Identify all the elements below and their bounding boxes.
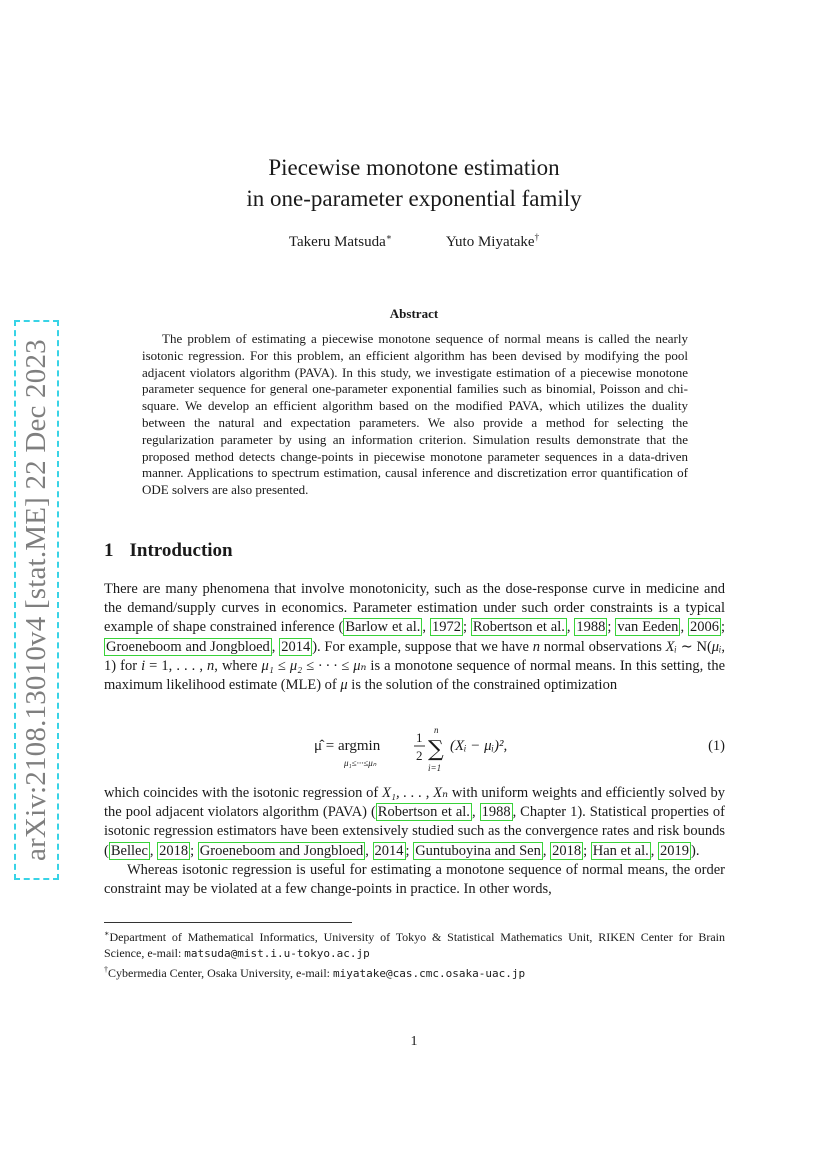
text-run: = 1, . . . , [145,657,208,674]
author-1-footnote-mark[interactable]: ∗ [385,232,392,242]
citation-year-link[interactable]: 2014 [374,842,404,859]
section-title: Introduction [129,540,233,561]
equation-sum-upper-limit: n [434,725,439,735]
paper-title-line-2: in one-parameter exponential family [246,186,582,211]
citation-link[interactable]: Groeneboom and Jongbloed [106,638,270,655]
page-number: 1 [410,1034,418,1049]
citation-link[interactable]: van Eeden [617,619,679,636]
citation-link[interactable]: Groeneboom and Jongbloed [199,842,364,859]
math-inline: X₁, . . . , Xₙ [382,785,448,801]
equation-sum-lower-limit: i=1 [428,763,442,773]
citation-year-link[interactable]: 1988 [576,619,606,636]
equation-lhs: μ̂ = argmin [314,738,381,754]
section-number: 1 [104,540,114,561]
abstract-text: The problem of estimating a piecewise monotone sequence of normal means is called the nearly isotonic regression. For this problem, an efficient algorithm has been devised by modifying the pool adjacent violators algorithm (PAVA). In this study, we investigate estimation of a piecewise monotone parameter sequence for general one-parameter exponential families such as binomial, Poisson and chi-square. We develop an efficient algorithm based on the modified PAVA, which utilizes the duality between the natural and expectation parameters. We also provide a method for selecting the regularization parameter by using an information criterion. Simulation results demonstrate that the proposed method detects change-points in piecewise monotone parameter sequences in a data-driven manner. Applications to spectrum estimation, causal inference and discretization error quantification of ODE solvers are also presented. [142,331,688,498]
math-inline: μᵢ [711,638,722,655]
math-inline: i [141,657,146,674]
text-run: ; [583,842,591,859]
footnotes [104,926,725,981]
author-1-name: Takeru Matsuda [288,234,386,250]
equation-number: (1) [708,738,725,754]
citation-year-link[interactable]: 2019 [659,842,689,859]
author-2 [446,232,539,251]
equation-sum-symbol: ∑ [428,737,444,762]
citation-year-link[interactable]: 1988 [481,804,511,821]
paper-title [0,152,828,214]
footnote-divider [104,922,352,923]
footnote-1 [104,926,725,962]
footnote-1-email: matsuda@mist.i.u-tokyo.ac.jp [184,946,370,960]
equation-fraction-denominator: 2 [416,748,423,763]
math-inline: μ₁ ≤ μ₂ ≤ · · · ≤ μₙ [261,657,367,674]
citation-link[interactable]: Guntuboyina and Sen [415,842,541,859]
math-inline: Xᵢ [665,638,677,655]
text-run: , 1) for [104,638,725,674]
citation-year-link[interactable]: 2018 [552,842,582,859]
paper-title-line-1: Piecewise monotone estimation [268,155,560,180]
footnote-2-email: miyatake@cas.cmc.osaka-uac.jp [333,966,526,980]
citation-link[interactable]: Robertson et al. [472,619,565,636]
citation-year-link[interactable]: 2006 [689,619,719,636]
text-run: , [149,842,158,859]
text-run: is the solution of the constrained optimization [347,677,618,694]
text-run: ). For example, suppose that we have [312,638,533,655]
section-heading [104,540,233,562]
text-run: , [650,842,658,859]
author-1 [289,232,392,251]
footnote-1-mark: ∗ [104,929,110,938]
citation-link[interactable]: Bellec [110,842,148,859]
citation-link[interactable]: Han et al. [592,842,649,859]
text-run: ; [720,619,726,636]
equation-argmin-subscript: μ₁≤···≤μₙ [344,758,377,768]
text-run: is a monotone sequence of normal means. In this setting, the maximum likelihood estimate (MLE) of [104,657,726,694]
abstract-heading: Abstract [389,306,439,321]
text-run: , [271,638,280,655]
intro-paragraph-1 [104,580,725,695]
intro-paragraph-3: Whereas isotonic regression is useful for estimating a monotone sequence of normal means, the order constraint may be violated at a few change-points in practice. In other words, [104,862,725,898]
citation-year-link[interactable]: 1972 [431,619,461,636]
equation-1 [104,724,725,774]
text-run: , [365,842,373,859]
footnote-2-mark: † [104,964,108,974]
text-run: , [542,842,551,859]
footnote-2 [104,962,725,982]
text-run: ; [607,619,616,636]
text-run: ; [190,842,198,859]
text-run: , [471,804,480,821]
intro-paragraph-2 [104,784,725,861]
text-run: with uniform weights and efficiently solved by the pool adjacent violators algorithm (PAVA) ( [104,785,725,821]
text-run: , Chapter 1). Statistical properties of isotonic regression estimators have been extensively studied such as the convergence rates and risk bounds ( [104,804,726,859]
text-run: ∼ N( [676,638,712,655]
citation-year-link[interactable]: 2018 [159,842,189,859]
text-run: ; [405,842,414,859]
math-inline: n [532,638,540,655]
math-inline: n [207,657,215,674]
citation-year-link[interactable]: 2014 [281,638,311,655]
citation-link[interactable]: Barlow et al. [345,619,421,636]
text-run: , [422,619,430,636]
arxiv-identifier-stamp[interactable]: arXiv:2108.13010v4 [stat.ME] 22 Dec 2023 [14,320,59,880]
text-run: , [566,619,575,636]
text-run: There are many phenomena that involve monotonicity, such as the dose-response curve in medicine and the demand/supply curves in economics. Parameter estimation under such order constraints is a typical example of shape constrained inference ( [104,581,725,636]
text-run: normal observations [539,638,666,655]
equation-1-formula [314,724,614,774]
math-inline: μ [340,677,348,694]
text-run: ). [690,842,700,859]
footnote-2-text: Cybermedia Center, Osaka University, e-mail: [108,965,334,980]
equation-summand: (Xᵢ − μᵢ)², [450,738,508,754]
text-run: , where [214,657,262,674]
author-2-name: Yuto Miyatake [445,234,535,250]
text-run: which coincides with the isotonic regression of [104,785,383,801]
text-run: , [680,619,688,636]
author-2-footnote-mark[interactable]: † [534,232,540,242]
citation-link[interactable]: Robertson et al. [377,804,470,821]
author-list [0,232,828,251]
footnote-1-text: Department of Mathematical Informatics, University of Tokyo & Statistical Mathematics Unit, RIKEN Center for Brain Science, e-mail: [104,930,725,960]
equation-fraction-numerator: 1 [416,730,423,745]
text-run: ; [462,619,471,636]
